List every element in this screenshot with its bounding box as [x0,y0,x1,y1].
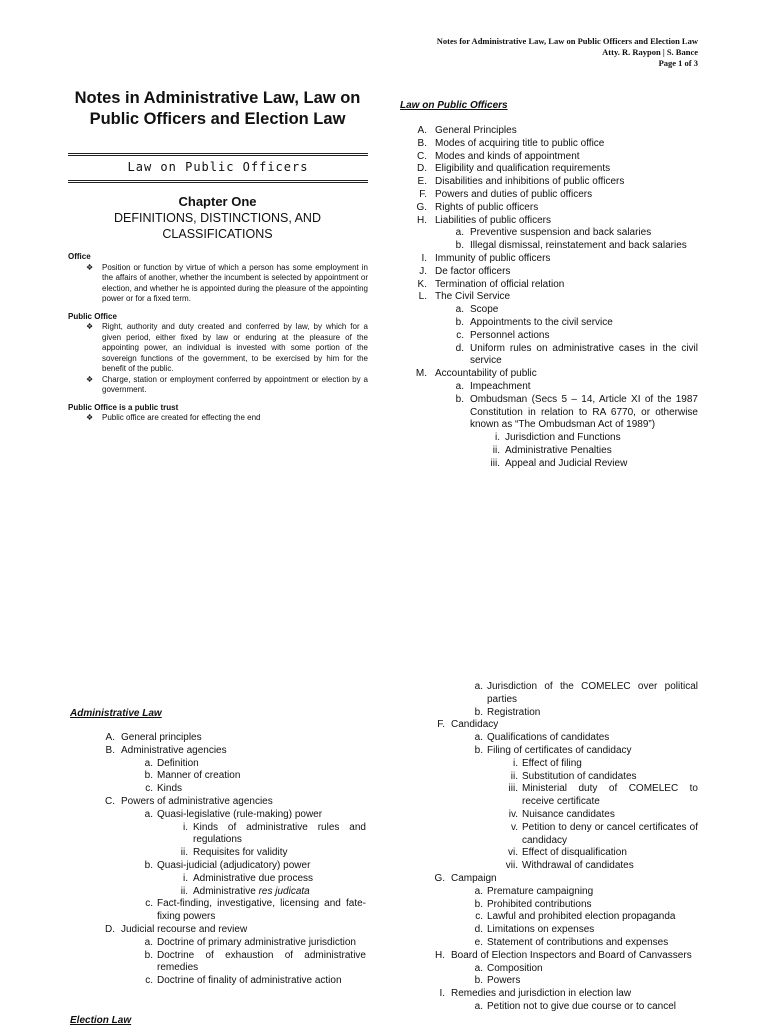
outline-marker: i. [183,821,188,833]
outline-text: Registration [487,706,541,718]
outline-marker: D. [105,924,115,935]
outline-marker: i. [495,432,500,444]
outline-marker: a. [455,227,464,239]
outline-text: Candidacy [451,719,499,731]
outline-marker: F. [437,719,445,731]
section-heading-administrative-law: Administrative Law [70,708,162,719]
outline-text: Modes and kinds of appointment [435,150,580,162]
outline-text: Qualifications of candidates [487,732,610,744]
outline-marker: b. [455,240,464,252]
outline-text: The Civil Service [435,291,511,303]
outline-text: Eligibility and qualification requirements [435,163,611,175]
definition-text: Right, authority and duty created and conferred by law, by which for a given period, either fixed by law or enduring at the pleasure of the appointing power, an individual is invested with some portion of the sovereign functions of the government, to be exercised by him for the benefit of the public. [102,322,368,373]
bullet-icon: ❖ [86,374,94,384]
outline-marker: c. [475,911,483,923]
outline-text: Uniform rules on administrative cases in the civil service [470,342,698,367]
outline-text: Nuisance candidates [522,809,615,820]
chapter-title: DEFINITIONS, DISTINCTIONS, AND CLASSIFICATIONS [114,211,321,241]
outline-marker: e. [474,937,483,948]
outline-marker: b. [474,745,483,756]
outline-text: Fact-finding, investigative, licensing and fate-fixing powers [157,898,366,923]
bullet-icon: ❖ [86,262,94,272]
outline-marker: ii. [180,847,188,859]
outline-text: Statement of contributions and expenses [487,937,669,948]
outline-marker: G. [434,873,445,884]
outline-text: Modes of acquiring title to public office [435,137,605,149]
definition-term: Public Office is a public trust [68,402,179,412]
outline-text: Termination of official relation [435,278,565,290]
outline-marker: a. [474,681,483,692]
outline-text: Kinds [157,783,183,795]
outline-text: Quasi-legislative (rule-making) power [157,808,323,820]
outline-marker: M. [415,368,427,380]
chapter-number: Chapter One [178,194,257,209]
outline-marker: H. [435,949,445,961]
outline-text: Limitations on expenses [487,924,595,936]
outline-marker: a. [474,1001,483,1012]
outline-marker: G. [416,201,427,213]
outline-text: Powers of administrative agencies [121,796,273,807]
outline-text: Manner of creation [157,770,241,782]
document-title: Notes in Administrative Law, Law on Public Officers and Election Law [74,89,361,128]
outline-marker: d. [474,924,483,936]
outline-text: Prohibited contributions [487,898,592,910]
outline-marker: vii. [505,860,518,872]
outline-text: Substitution of candidates [522,770,637,782]
outline-text: Doctrine of exhaustion of administrative remedies [157,949,366,974]
outline-text: Preventive suspension and back salaries [470,227,652,239]
outline-marker: F. [419,189,427,200]
outline-text: Doctrine of finality of administrative action [157,975,342,987]
outline-text: Impeachment [470,381,531,392]
outline-text: Filing of certificates of candidacy [487,745,632,756]
outline-text: De factor officers [435,265,511,277]
outline-text: Administrative due process [193,872,314,884]
outline-text: Effect of filing [522,757,582,769]
outline-text: Petition to deny or cancel certificates of candidacy [522,821,698,846]
outline-marker: b. [144,949,153,961]
outline-text: Composition [487,962,543,974]
outline-marker: a. [144,936,153,948]
outline-marker: I. [421,253,427,264]
outline-marker: A. [417,125,427,136]
definition-term: Public Office [68,311,117,321]
outline-marker: K. [417,278,427,290]
outline-marker: a. [455,381,464,392]
outline-marker: I. [439,988,445,1000]
outline-marker: A. [105,732,115,743]
outline-text: Campaign [451,873,497,884]
outline-marker: a. [474,732,483,744]
outline-marker: b. [474,898,483,910]
outline-text: Effect of disqualification [522,847,627,859]
outline-marker: b. [455,393,464,405]
outline-marker: J. [419,265,427,277]
header-page-number: Page 1 of 3 [658,58,698,68]
outline-marker: iii. [490,457,500,469]
outline-marker: C. [417,150,427,162]
outline-marker: B. [105,744,115,756]
outline-marker: ii. [510,770,518,782]
outline-text: Withdrawal of candidates [522,860,634,872]
outline-text: Administrative agencies [121,744,227,756]
definition-item [68,263,368,305]
outline-text: Lawful and prohibited election propaganda [487,911,676,923]
outline-marker: b. [474,706,483,718]
section-heading-public-officers: Law on Public Officers [400,100,508,111]
outline-text: Jurisdiction of the COMELEC over political parties [487,681,698,705]
outline-marker: c. [456,329,464,341]
outline-text: Administrative Penalties [505,445,612,456]
outline-text: Kinds of administrative rules and regulations [193,821,366,846]
definition-term: Office [68,252,91,261]
outline-text: Ministerial duty of COMELEC to receive certificate [522,783,698,808]
outline-text: Accountability of public [435,368,537,380]
outline-marker: E. [417,176,427,188]
outline-text: Quasi-judicial (adjudicatory) power [157,860,311,871]
section-banner: Law on Public Officers [68,153,368,183]
outline-marker: a. [455,304,464,316]
outline-text: Ombudsman (Secs 5 – 14, Article XI of the 1987 Constitution in relation to RA 6770, or otherwise known as “The Ombudsman Act of 1989”) [470,393,698,431]
outline-marker: ii. [180,885,188,897]
chapter-heading [60,194,375,242]
running-header [437,36,698,69]
definition-text: Charge, station or employment conferred by appointment or election by a government. [102,374,368,394]
outline-marker: c. [145,783,153,795]
outline-text: General Principles [435,125,517,136]
outline-marker: iv. [508,809,518,820]
definition-item [68,413,368,424]
outline-text: Judicial recourse and review [121,924,248,935]
outline-marker: b. [144,770,153,782]
outline-text: Premature campaigning [487,885,594,897]
outline-text: Appeal and Judicial Review [505,457,628,469]
outline-text: Powers and duties of public officers [435,189,593,200]
outline-marker: D. [417,163,427,175]
outline-text: Remedies and jurisdiction in election law [451,988,632,1000]
outline-text: Scope [470,304,499,316]
outline-text: Jurisdiction and Functions [505,432,621,444]
definition-text: Position or function by virtue of which a person has some employment in the affairs of another, whether the incumbent is selected by appointment or election, and whether he is appointed during the pleasure of the appointing power or for a fixed term. [102,262,368,303]
definition-text: Public office are created for effecting the end [102,413,261,422]
definitions [68,252,368,424]
outline-marker: c. [145,898,153,910]
outline-marker: b. [144,860,153,871]
outline-text: Board of Election Inspectors and Board of Canvassers [451,949,692,961]
header-title: Notes for Administrative Law, Law on Public Officers and Election Law [436,36,698,46]
outline-text: Rights of public officers [435,201,539,213]
outline-marker: c. [145,975,153,987]
outline-marker: a. [474,885,483,897]
outline-marker: ii. [492,445,500,456]
outline-text: General principles [121,732,202,743]
outline-marker: b. [455,317,464,328]
outline-marker: i. [183,872,188,884]
bullet-icon: ❖ [86,322,94,331]
outline-marker: vi. [508,847,518,859]
outline-marker: v. [510,821,518,833]
bullet-icon: ❖ [86,413,94,422]
header-authors: Atty. R. Raypon | S. Bance [602,47,698,57]
outline-marker: L. [418,291,427,303]
outline-marker: d. [455,342,464,354]
outline-text: Petition not to give due course or to cancel [487,1001,677,1012]
outline-text: Definition [157,757,199,769]
outline-marker: H. [417,214,427,226]
outline-text: Illegal dismissal, reinstatement and back salaries [470,240,687,252]
outline-text: Doctrine of primary administrative jurisdiction [157,936,356,948]
outline-text: Liabilities of public officers [435,214,551,226]
definition-item [68,375,368,396]
outline-text: Powers [487,975,521,987]
definition-item [68,322,368,375]
outline-text: Administrative res judicata [193,885,310,897]
outline-text: Requisites for validity [193,847,288,859]
outline-text: Personnel actions [470,329,550,341]
outline-marker: iii. [508,783,518,795]
outline-marker: B. [417,137,427,149]
outline-text: Disabilities and inhibitions of public officers [435,176,625,188]
outline-marker: C. [105,796,115,807]
outline-text: Appointments to the civil service [470,317,613,328]
outline-text: Immunity of public officers [435,253,551,264]
outline-marker: a. [144,808,153,820]
outline-marker: i. [513,757,518,769]
section-heading-election-law: Election Law [70,1015,132,1026]
outline-marker: a. [474,962,483,974]
outline-marker: b. [474,975,483,987]
outline-marker: a. [144,757,153,769]
